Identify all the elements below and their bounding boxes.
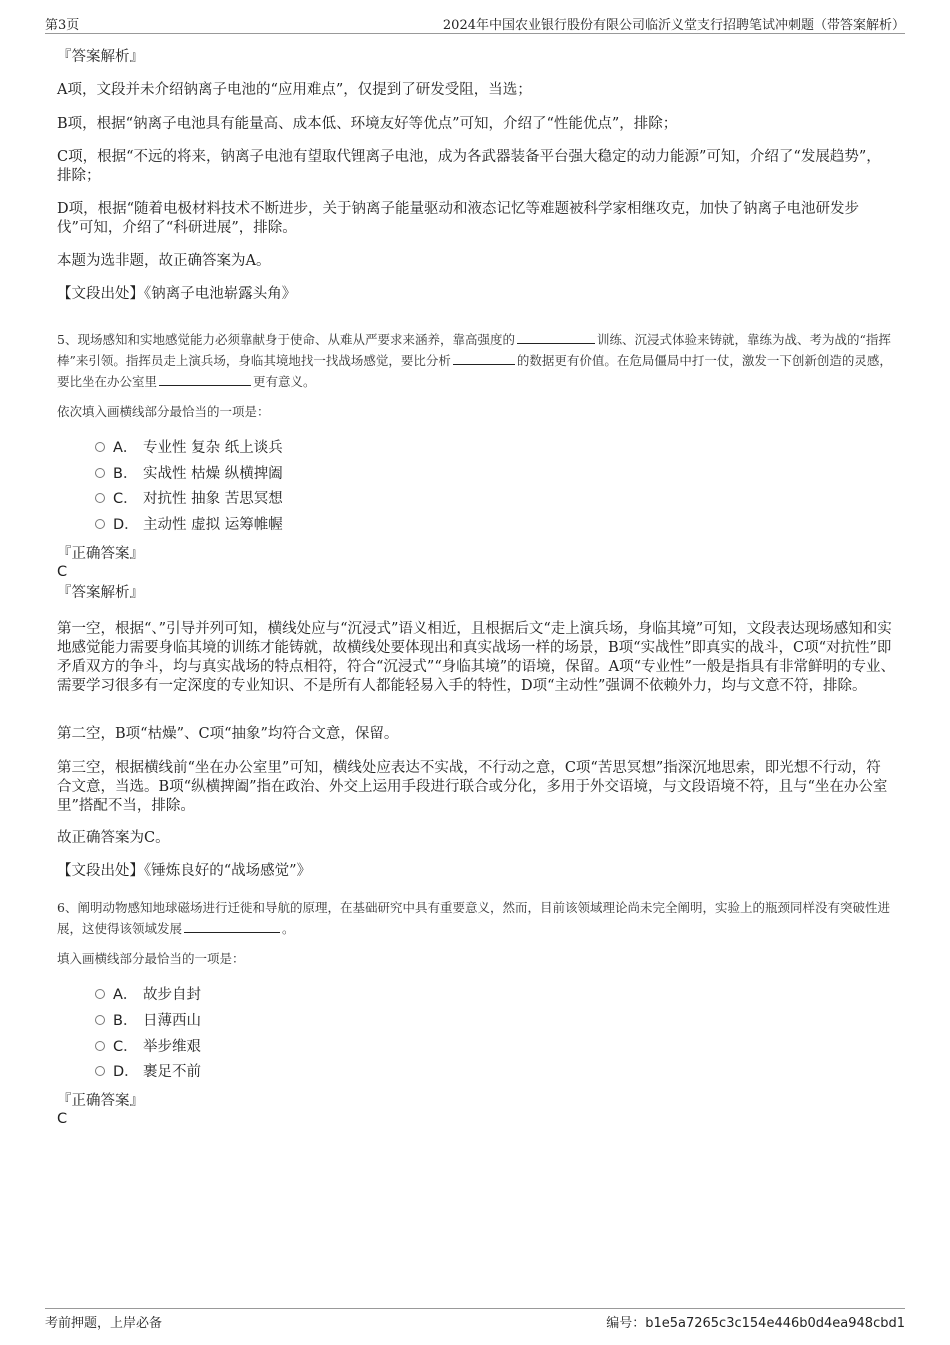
q6-stem	[57, 897, 895, 939]
footer-code	[606, 1312, 905, 1331]
q5-stem-part3: 的数据更有价值。在危局僵局中打一仗，激发一下创新创造的灵感，要比坐在办公室里	[57, 353, 892, 389]
q6-answer-heading: 『正确答案』	[57, 1093, 144, 1109]
q4-analysis-heading: 『答案解析』	[57, 49, 144, 65]
q4-analysis-line-b: B项，根据“钠离子电池具有能量高、成本低、环境友好等优点”可知，介绍了“性能优点”，排除；	[57, 116, 678, 132]
page-number: 第3页	[45, 18, 80, 33]
document-title: 2024年中国农业银行股份有限公司临沂义堂支行招聘笔试冲刺题（带答案解析）	[442, 18, 905, 33]
q5-stem-part4: 更有意义。	[253, 374, 316, 389]
radio-icon[interactable]	[95, 468, 105, 478]
q5-analysis-para-3: 第三空，根据横线前“坐在办公室里”可知，横线处应表达不实战，不行动之意，C项“苦思冥想”指深沉地思索，即光想不行动，符合文意，当选。B项“纵横捭阖”指在政治、外交上运用手段进行联合或分化，多用于外交语境，与文段语境不符，且与“坐在办公室里”搭配不当，排除。	[57, 760, 888, 814]
footer-code-value: b1e5a7265c3c154e446b0d4ea948cbd1	[645, 1316, 905, 1331]
q4-analysis-line-c: C项，根据“不远的将来，钠离子电池有望取代锂离子电池，成为各武器装备平台强大稳定的动力能源”可知，介绍了“发展趋势”，排除；	[57, 149, 881, 184]
q5-stem	[57, 329, 895, 392]
radio-icon[interactable]	[95, 442, 105, 452]
q6-option-c[interactable]: C． 举步维艰	[95, 1037, 201, 1057]
q6-option-a[interactable]: A． 故步自封	[95, 985, 201, 1005]
q5-analysis-para-2: 第二空，B项“枯燥”、C项“抽象”均符合文意，保留。	[57, 726, 399, 742]
q5-blank-1	[517, 331, 595, 344]
radio-icon[interactable]	[95, 1066, 105, 1076]
q5-option-a[interactable]: A． 专业性 复杂 纸上谈兵	[95, 438, 283, 458]
footer-slogan: 考前押题，上岸必备	[45, 1316, 163, 1331]
q6-option-b[interactable]: B． 日薄西山	[95, 1011, 201, 1031]
radio-icon[interactable]	[95, 1041, 105, 1051]
q6-answer: C	[57, 1111, 68, 1127]
radio-icon[interactable]	[95, 493, 105, 503]
q5-blank-2	[453, 352, 515, 365]
q5-option-c[interactable]: C． 对抗性 抽象 苦思冥想	[95, 489, 283, 509]
q6-instruction: 填入画横线部分最恰当的一项是：	[57, 951, 245, 966]
footer-rule	[45, 1308, 905, 1309]
q5-stem-part2: 训练、沉浸式体验来铸就，靠练为战、考为战的“指挥棒”来引领。指挥员走上演兵场，身临其境地找一找战场感觉，要比分析	[57, 332, 891, 368]
q5-analysis-heading: 『答案解析』	[57, 585, 144, 601]
header-rule	[45, 33, 905, 34]
q5-blank-3	[159, 373, 251, 386]
q5-answer-heading: 『正确答案』	[57, 546, 144, 562]
q5-option-b[interactable]: B． 实战性 枯燥 纵横捭阖	[95, 464, 283, 484]
footer-code-label: 编号：	[606, 1316, 646, 1331]
q4-analysis-line-a: A项，文段并未介绍钠离子电池的“应用难点”，仅提到了研发受阻，当选；	[57, 82, 532, 98]
q4-analysis-line-d: D项，根据“随着电极材料技术不断进步，关于钠离子能量驱动和液态记忆等难题被科学家相继攻克，加快了钠离子电池研发步伐”可知，介绍了“科研进展”，排除。	[57, 201, 860, 236]
q6-option-d[interactable]: D． 裹足不前	[95, 1062, 201, 1082]
q5-instruction: 依次填入画横线部分最恰当的一项是：	[57, 404, 270, 419]
q6-stem-part2: 。	[282, 921, 295, 936]
q5-stem-part1: 5、现场感知和实地感觉能力必须靠献身于使命、从难从严要求来涵养，靠高强度的	[57, 332, 515, 347]
q5-analysis-para-1: 第一空，根据“、”引导并列可知，横线处应与“沉浸式”语义相近，且根据后文“走上演兵场，身临其境”可知，文段表达现场感知和实地感觉能力需要身临其境的训练才能铸就，故横线处要体现出和真实战场一样的场景，B项“实战性”即真实的战斗，C项“对抗性”即矛盾双方的争斗，均与真实战场的特点相符，符合“沉浸式”“身临其境”的语境，保留。A项“专业性”一般是指具有非常鲜明的专业、需要学习很多有一定深度的专业知识、不是所有人都能轻易入手的特性，D项“主动性”强调不依赖外力，均与文意不符，排除。	[57, 621, 895, 694]
q5-conclusion: 故正确答案为C。	[57, 830, 170, 846]
q5-option-d[interactable]: D． 主动性 虚拟 运筹帷幄	[95, 515, 283, 535]
q6-blank	[184, 920, 280, 933]
q5-answer: C	[57, 564, 68, 580]
q5-source: 【文段出处】《锤炼良好的“战场感觉”》	[57, 863, 312, 879]
radio-icon[interactable]	[95, 989, 105, 999]
radio-icon[interactable]	[95, 519, 105, 529]
q4-source: 【文段出处】《钠离子电池崭露头角》	[57, 286, 297, 302]
radio-icon[interactable]	[95, 1015, 105, 1025]
q6-stem-part1: 6、阐明动物感知地球磁场进行迁徙和导航的原理，在基础研究中具有重要意义，然而，目前该领域理论尚未完全阐明，实验上的瓶颈同样没有突破性进展，这使得该领域发展	[57, 900, 890, 936]
q4-conclusion: 本题为选非题，故正确答案为A。	[57, 253, 271, 269]
